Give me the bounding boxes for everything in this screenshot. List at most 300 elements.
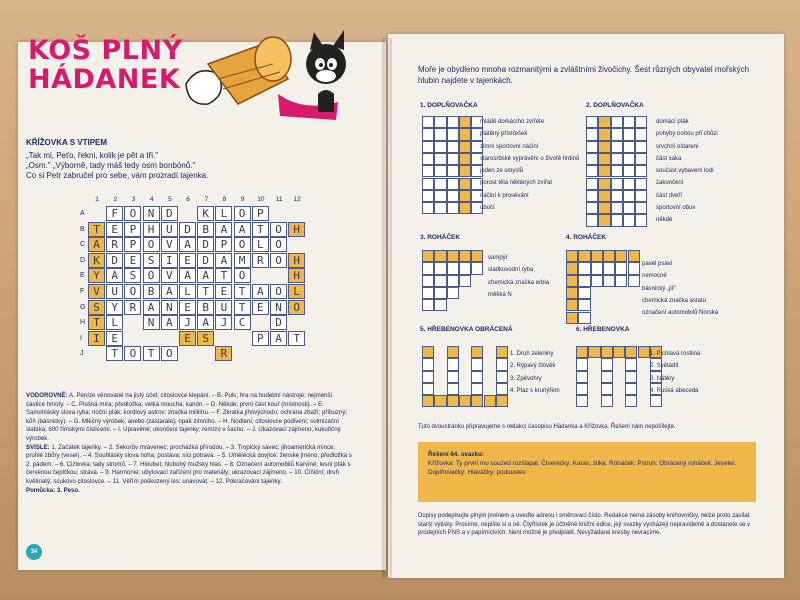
paper-basket-icon (186, 37, 291, 104)
crossword-cell (234, 346, 251, 361)
puzzle-cell (447, 395, 459, 407)
clues-across-label: VODOROVNĚ: (26, 392, 68, 399)
puzzle-cell (611, 190, 623, 202)
clue-item: pohyby nohou při chůzi (656, 131, 718, 138)
puzzle-cell (434, 299, 446, 311)
clue-item: vampýr (488, 255, 508, 261)
puzzle-cell (578, 312, 590, 324)
sea-intro: Moře je obydleno mnoha rozmanitými a zvláštními živočichy. Šest různých obyvatel mořských hlubin najdete v tajenkách. (418, 65, 750, 85)
crossword-cell: O (143, 237, 160, 252)
puzzle-cell (459, 395, 471, 407)
puzzle-cell (447, 153, 459, 165)
clue-item: úbočí (480, 205, 495, 212)
puzzle-cell (447, 275, 459, 287)
row-letter: H (80, 319, 86, 327)
crossword-cell: U (215, 300, 232, 315)
puzzle-cell (447, 116, 459, 128)
puzzle-cell (598, 141, 610, 153)
clue-item: domácí pták (656, 119, 689, 125)
column-number: 1 (95, 196, 99, 203)
puzzle-cell (598, 190, 610, 202)
crossword-cell: O (270, 284, 287, 299)
puzzle-cell (422, 141, 434, 153)
puzzle-cell (623, 202, 635, 214)
puzzle-cell (447, 202, 459, 214)
crossword-cell: D (197, 253, 214, 268)
puzzle-cell (566, 275, 578, 287)
crossword-cell (288, 206, 305, 221)
puzzle-cell (635, 153, 647, 165)
clue-item: chemická značka astatu (642, 297, 707, 304)
answers-title: Řešení 64. svazku: (428, 451, 485, 458)
crossword-cell: T (88, 222, 105, 237)
crossword-cell: U (161, 222, 178, 237)
page-number-badge: 34 (26, 544, 42, 560)
puzzle-cell (496, 395, 508, 407)
puzzle-cell (623, 153, 635, 165)
column-number: 10 (257, 196, 265, 203)
page-title (28, 36, 183, 94)
crossword-cell: L (252, 237, 269, 252)
crossword-cell: M (234, 253, 251, 268)
crossword-cell: U (106, 284, 123, 299)
clue-item: mládě domácího zvířete (480, 119, 545, 125)
crossword-cell: E (179, 331, 196, 346)
clue-item: srvchní oštarení (656, 143, 699, 150)
column-number: 4 (149, 196, 154, 203)
puzzle-cell (611, 214, 623, 226)
clue-item: starosrbské vyprávění o životě hrdinů (480, 155, 580, 162)
crossword-cell: J (179, 315, 196, 330)
column-number: 3 (131, 196, 136, 203)
puzzle-cell (566, 312, 578, 324)
puzzle-cell (434, 178, 446, 190)
puzzle-cell (459, 178, 471, 190)
puzzle-cell (628, 262, 640, 274)
row-letter: A (80, 210, 85, 217)
crossword-cell: O (143, 268, 160, 283)
crossword-cell: Y (88, 268, 105, 283)
crossword-cell: D (270, 315, 287, 330)
clue-item: označení automobilů Norska (642, 310, 719, 317)
puzzle-cell (578, 262, 590, 274)
crossword-cell: O (161, 346, 178, 361)
crossword-cell (252, 268, 269, 283)
section-2-clues (656, 116, 718, 227)
puzzle-cell (576, 346, 588, 358)
clue-item: 3. Nátěry (650, 375, 675, 382)
puzzle-cell (447, 165, 459, 177)
crossword-cell: A (88, 237, 105, 252)
section-6-heading: 6. HŘEBENOVKA (576, 326, 630, 333)
puzzle-cell (422, 299, 434, 311)
crossword-cell (234, 331, 251, 346)
puzzle-cell (459, 116, 471, 128)
clue-item: plátěný přístřešek (480, 131, 528, 138)
clues-across: A. Peníze věnované na jistý účel; citoslovce klepání. – B. Puls; hra na hudební nástroje; nejmenší částice hmoty. – C. Plošná míra; předložka; velká moucha; kanón. – D. Někde; první část kouř (místnosti). – E. Samohlásky slova ryba; noční pták; kordlový astrov; značka mililitru. – F. Zkratka jihovýchodu; ochrana zbaží; příbuzný; kůň (básnicky). – G. Mléčný výrobek; anebo (zastarale); opak zimního. – H. Nodlení; citoslovce podivení; solmizační slabika; 600 římskými číslicemi. – I. Upravěné; ukončení tajenky; remízo v šachu. – J. Ukazovací zájmeno; kukuřičný výrobek. (26, 392, 348, 442)
puzzle-cell (459, 190, 471, 202)
clue-item: zakončení (656, 180, 684, 187)
puzzle-cell (611, 116, 623, 128)
section-1-heading: 1. DOPLŇOVAČKA (420, 102, 478, 109)
puzzle-cell (586, 141, 598, 153)
title-line-1: KOŠ PLNÝ (28, 35, 183, 66)
crossword-cell: E (215, 284, 232, 299)
puzzle-cell (635, 190, 647, 202)
puzzle-cell (601, 358, 613, 370)
crossword-cell: V (88, 284, 105, 299)
crossword-cell (124, 315, 141, 330)
puzzle-cell (422, 262, 434, 274)
puzzle-cell (422, 383, 434, 395)
puzzle-cell (638, 346, 650, 358)
puzzle-cell (447, 383, 459, 395)
crossword-clues (26, 392, 352, 495)
crossword-intro (26, 151, 346, 181)
crossword-cell: F (106, 206, 123, 221)
section-5-clues (510, 348, 560, 397)
crossword-cell: B (197, 222, 214, 237)
puzzle-cell (447, 287, 459, 299)
puzzle-cell (611, 165, 623, 177)
puzzle-cell (623, 141, 635, 153)
clue-item: 1. Pichlavá rostlina (650, 351, 701, 357)
crossword-cell: A (106, 268, 123, 283)
puzzle-cell (434, 141, 446, 153)
puzzle-cell (591, 275, 603, 287)
crossword-cell: H (143, 222, 160, 237)
crossword-cell (252, 315, 269, 330)
puzzle-cell (625, 346, 637, 358)
crossword-cell: L (288, 284, 305, 299)
puzzle-cell (576, 358, 588, 370)
section-4-heading: 4. ROHÁČEK (566, 234, 607, 241)
puzzle-cell (422, 153, 434, 165)
crossword-cell: D (106, 253, 123, 268)
crossword-cell (252, 346, 269, 361)
puzzle-cell (434, 202, 446, 214)
puzzle-cell (434, 165, 446, 177)
puzzle-cell (422, 287, 434, 299)
puzzle-cell (611, 202, 623, 214)
crossword-cell (270, 206, 287, 221)
puzzle-cell (459, 275, 471, 287)
puzzle-cell (496, 383, 508, 395)
crossword-cell: T (252, 222, 269, 237)
crossword-cell: O (124, 346, 141, 361)
crossword-cell (143, 331, 160, 346)
crossword-cell: T (215, 268, 232, 283)
crossword-cell: Y (106, 300, 123, 315)
puzzle-cell (459, 128, 471, 140)
puzzle-cell (591, 262, 603, 274)
puzzle-cell (586, 202, 598, 214)
crossword-cell: A (252, 284, 269, 299)
crossword-cell: T (234, 300, 251, 315)
crossword-cell: D (179, 222, 196, 237)
puzzle-cell (422, 395, 434, 407)
clue-item: náčiní k prosévání (480, 192, 529, 199)
crossword-cell: P (215, 237, 232, 252)
column-number: 12 (293, 196, 301, 203)
puzzle-cell (422, 250, 434, 262)
crossword-cell: K (88, 253, 105, 268)
crossword-cell: A (197, 268, 214, 283)
crossword-cell: S (197, 331, 214, 346)
crossword-cell: O (124, 206, 141, 221)
clue-item: součást vybavení lodí (656, 168, 714, 175)
puzzle-cell (611, 128, 623, 140)
editorial-note: Tuto dvoustránku připravujeme s redakcí časopisu Hádanka a Křížovka. Řešení nám nepošílejte. (418, 424, 676, 430)
column-number: 11 (275, 196, 283, 203)
section-4-clues (642, 258, 718, 319)
crossword-cell: V (161, 237, 178, 252)
puzzle-cell (598, 202, 610, 214)
puzzle-cell (615, 250, 627, 262)
clue-item: porost těla některých zvířat (480, 180, 553, 187)
row-letter: C (80, 241, 86, 249)
puzzle-cell (635, 165, 647, 177)
crossword-cell (215, 331, 232, 346)
crossword-cell: A (234, 222, 251, 237)
column-number: 7 (204, 196, 209, 203)
crossword-cell: E (179, 300, 196, 315)
crossword-cell: T (143, 346, 160, 361)
crossword-cell: T (106, 346, 123, 361)
puzzle-cell (471, 383, 483, 395)
crossword-cell: N (161, 300, 178, 315)
crossword-cell: A (179, 268, 196, 283)
puzzle-cell (578, 287, 590, 299)
crossword-cell: J (215, 315, 232, 330)
footer-text: Dopisy podepisujte plným jménem a uveďte adresu i směrovací číslo. Redakce nemá zásoby knihovničky, nelze proto zasílat starší výtisky. Prosíme, nepište si o ně. Čtyřlístek je účtněné knižní edice, její svazky vycházejí nepravidelně a dostanete se v prodejních PNS a v papírnictvích. Není možné je předplatit. Nevyžádané kresby nevracíme. (418, 513, 751, 536)
puzzle-cell (566, 287, 578, 299)
crossword-cell: T (234, 284, 251, 299)
column-number: 6 (186, 196, 190, 203)
row-letter: E (80, 272, 85, 280)
crossword-cell: A (215, 253, 232, 268)
puzzle-cell (591, 250, 603, 262)
crossword-cell: E (124, 253, 141, 268)
crossword-cell: E (252, 300, 269, 315)
crossword-cell (197, 346, 214, 361)
puzzle-cell (635, 202, 647, 214)
crossword-cell: L (106, 315, 123, 330)
puzzle-cell (586, 116, 598, 128)
puzzle-cell (586, 190, 598, 202)
section-3-heading: 3. ROHÁČEK (420, 234, 461, 241)
puzzle-cell (623, 178, 635, 190)
puzzle-cell (601, 395, 613, 407)
puzzle-cell (603, 250, 615, 262)
clues-down: 1. Začátek tajenky. – 2. Sekorův mravenec; procházka přírodou. – 3. Tropický savec; jihoamerická mince; pruhlé zbůry (vesel). – 4. Souhlásky slova noha; postava; síci potrava. – 5. Umělecká dovjlce; ženské jméno; předložka s 2. pádem. – 6. Cizlovka; tady stromů. – 7. Hloubet; hlubobý mužský hlas. – 8. Označení automobilů Karviné; lesní pták s červenou čepičkou; strava. – 9. Harmonie; ubytovací zařízení pro materiály; ukrazovací zájmeno. – 10. Cíňiční; druh květinatý; scukovo citoslovce. – 11. Věřím poškozený les; unavovat. – 12. Pokračování tajenky. (26, 443, 352, 485)
crossword-cell: R (252, 253, 269, 268)
puzzle-cell (611, 153, 623, 165)
row-letter: G (80, 303, 86, 311)
crossword-heading: KŘÍŽOVKA S VTIPEM (26, 138, 108, 147)
crossword-cell: L (179, 284, 196, 299)
puzzle-cell (615, 262, 627, 274)
puzzle-cell (496, 358, 508, 370)
puzzle-cell (635, 128, 647, 140)
clue-item: 3. Zpěvohry (510, 375, 542, 382)
crossword-cell (288, 346, 305, 361)
crossword-cell: H (288, 253, 305, 268)
column-number: 8 (222, 196, 227, 203)
puzzle-cell (434, 190, 446, 202)
crossword-cell (161, 331, 178, 346)
crossword-cell (270, 268, 287, 283)
clue-item: 1. Druh zeleniny (510, 351, 554, 357)
crossword-cell (288, 315, 305, 330)
puzzle-cell (566, 262, 578, 274)
crossword-cell: K (197, 206, 214, 221)
puzzle-cell (422, 178, 434, 190)
puzzle-cell (628, 250, 640, 262)
puzzle-cell (635, 214, 647, 226)
puzzle-cell (496, 346, 508, 358)
crossword-cell: O (234, 268, 251, 283)
crossword-cell: A (179, 237, 196, 252)
puzzle-cell (447, 346, 459, 358)
puzzle-cell (434, 128, 446, 140)
clue-item: zimní sportovní náčiní (480, 143, 539, 150)
answers-box (418, 442, 756, 502)
section-3-clues (488, 252, 549, 301)
puzzle-cell (578, 250, 590, 262)
puzzle-cell (566, 250, 578, 262)
crossword-cell: B (143, 284, 160, 299)
puzzle-cell (603, 275, 615, 287)
puzzle-cell (422, 358, 434, 370)
puzzle-cell (434, 287, 446, 299)
puzzle-cell (635, 116, 647, 128)
clue-item: měkká N (488, 291, 512, 298)
crossword-cell: S (88, 300, 105, 315)
crossword-cell: A (270, 331, 287, 346)
crossword-cell (179, 206, 196, 221)
crossword-cell: O (270, 237, 287, 252)
crossword-cell: D (197, 237, 214, 252)
column-number: 5 (168, 196, 172, 203)
puzzle-cell (471, 346, 483, 358)
puzzle-cell (625, 371, 637, 383)
crossword-cell (179, 346, 196, 361)
clue-item: 2. Rýpavý člověk (510, 363, 556, 370)
crossword-cell: A (215, 222, 232, 237)
crossword-cell: N (143, 315, 160, 330)
puzzle-cell (434, 275, 446, 287)
puzzle-cell (422, 116, 434, 128)
puzzle-cell (459, 262, 471, 274)
crossword-cell: S (124, 268, 141, 283)
puzzle-cell (586, 128, 598, 140)
clue-item: 4. Ruská abeceda (650, 387, 699, 394)
puzzle-cell (447, 371, 459, 383)
puzzle-cell (434, 153, 446, 165)
puzzle-cell (598, 165, 610, 177)
crossword-cell: P (252, 206, 269, 221)
puzzle-cell (635, 178, 647, 190)
puzzle-cell (447, 358, 459, 370)
right-page-content (388, 34, 784, 578)
puzzle-cell (601, 371, 613, 383)
title-line-2: HÁDANEK (28, 64, 181, 95)
puzzle-cell (603, 262, 615, 274)
crossword-cell: L (215, 206, 232, 221)
puzzle-cell (623, 128, 635, 140)
crossword-cell: O (124, 284, 141, 299)
crossword-cell (270, 346, 287, 361)
intro-line: „Tak mi, Peťo, řekni, kolik je pět a tři." (26, 151, 159, 160)
puzzle-cell (578, 299, 590, 311)
hint: Pomůcka: 3. Peso. (26, 486, 80, 494)
puzzle-cell (576, 371, 588, 383)
cat-icon (278, 30, 346, 120)
section-2-heading: 2. DOPLŇOVAČKA (586, 102, 644, 109)
row-letter: B (80, 225, 85, 233)
crossword-cell: P (124, 222, 141, 237)
puzzle-cell (447, 178, 459, 190)
cat-mascot-illustration (168, 24, 358, 124)
puzzle-cell (625, 358, 637, 370)
section-6-clues (650, 348, 700, 397)
crossword-cell: E (179, 253, 196, 268)
crossword-cell: A (197, 315, 214, 330)
puzzle-cell (586, 214, 598, 226)
crossword-cell: O (270, 222, 287, 237)
clue-item: chemická značka erbia (488, 279, 550, 286)
clue-item: 2. Světadíl (650, 363, 679, 370)
puzzle-cell (459, 250, 471, 262)
crossword-cell: T (197, 284, 214, 299)
crossword-cell: I (161, 253, 178, 268)
crossword-cell: V (161, 268, 178, 283)
puzzle-cell (447, 262, 459, 274)
clue-item: část dveří (656, 192, 683, 199)
crossword-cell: O (288, 300, 305, 315)
column-number: 9 (240, 196, 245, 203)
crossword-cell: C (234, 315, 251, 330)
puzzle-cell (422, 275, 434, 287)
puzzle-cell (613, 346, 625, 358)
crossword-cell: S (143, 253, 160, 268)
crossword-cell: E (106, 331, 123, 346)
crossword-cell: R (215, 346, 232, 361)
puzzle-cell (598, 128, 610, 140)
puzzle-cell (471, 395, 483, 407)
puzzle-cell (578, 275, 590, 287)
puzzle-cell (447, 128, 459, 140)
puzzle-cell (566, 299, 578, 311)
puzzle-cell (434, 116, 446, 128)
puzzle-cell (459, 153, 471, 165)
puzzle-cell (484, 395, 496, 407)
crossword-cell: A (143, 300, 160, 315)
crossword-cell (124, 331, 141, 346)
puzzle-cell (635, 141, 647, 153)
puzzle-cell (598, 178, 610, 190)
puzzle-cell (422, 371, 434, 383)
crossword-cell: H (288, 222, 305, 237)
crossword-cell: O (234, 206, 251, 221)
crossword-cell: O (270, 253, 287, 268)
clue-item: sportovní obuv (656, 205, 696, 212)
puzzle-cell (615, 275, 627, 287)
puzzle-cell (611, 141, 623, 153)
puzzle-cell (434, 262, 446, 274)
crossword-cell: N (143, 206, 160, 221)
